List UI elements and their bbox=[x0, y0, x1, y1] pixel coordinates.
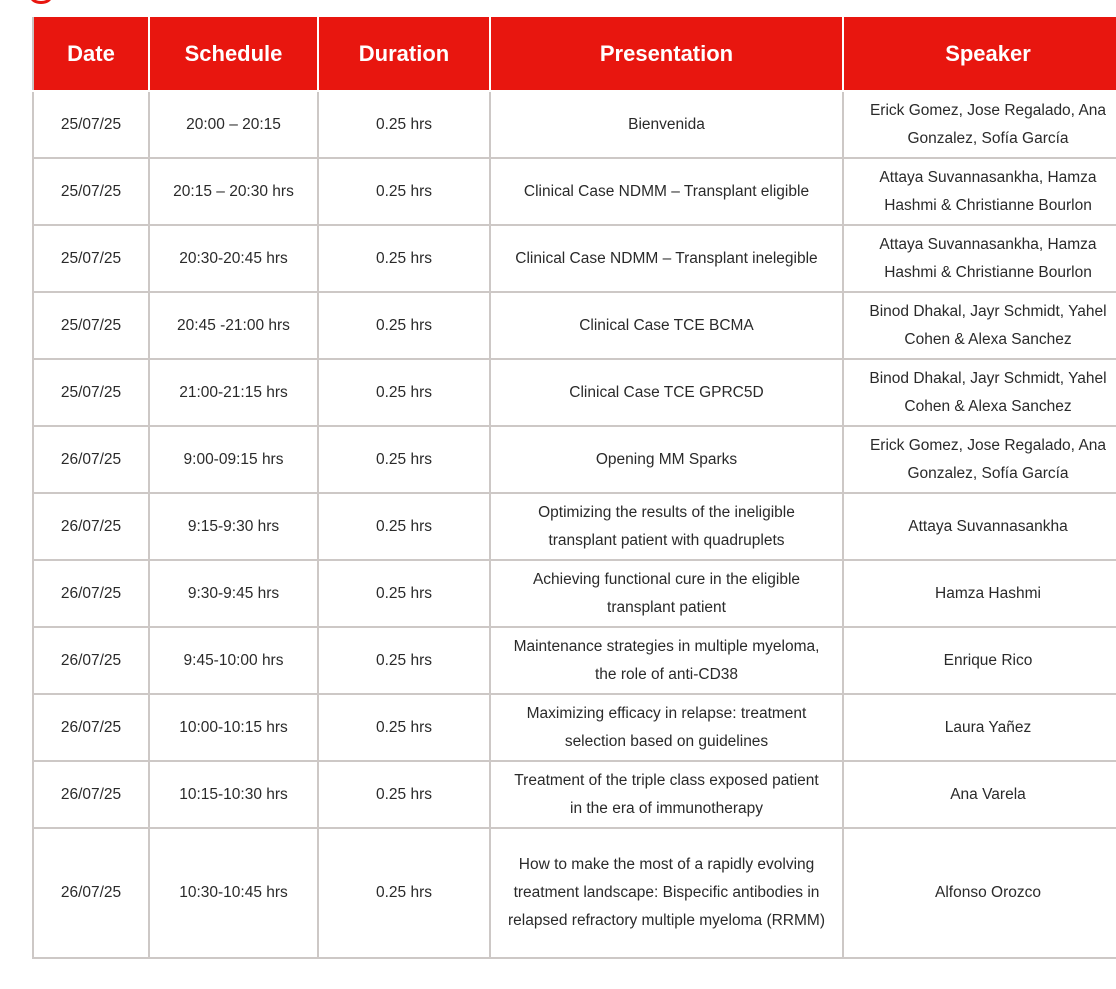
date-text: 26/07/25 bbox=[60, 718, 122, 736]
cell-duration bbox=[318, 292, 490, 359]
speaker-text: Erick Gomez, Jose Regalado, Ana Gonzalez, Sofía García bbox=[869, 101, 1107, 147]
cell-schedule bbox=[149, 694, 318, 761]
presentation-text: How to make the most of a rapidly evolving treatment landscape: Bispecific antibodies in relapsed refractory multiple myeloma (RRMM) bbox=[508, 856, 825, 929]
presentation-text: Clinical Case NDMM – Transplant inelegible bbox=[515, 249, 818, 267]
cell-presentation bbox=[490, 560, 843, 627]
duration-text: 0.25 hrs bbox=[375, 584, 432, 602]
cell-presentation bbox=[490, 493, 843, 560]
date-text: 25/07/25 bbox=[60, 249, 122, 267]
header-row bbox=[33, 16, 1116, 91]
cell-speaker bbox=[843, 694, 1116, 761]
cell-date bbox=[33, 828, 149, 958]
speaker-text: Binod Dhakal, Jayr Schmidt, Yahel Cohen & Alexa Sanchez bbox=[869, 302, 1107, 348]
speaker-text: Erick Gomez, Jose Regalado, Ana Gonzalez, Sofía García bbox=[869, 436, 1107, 482]
date-text: 25/07/25 bbox=[60, 115, 122, 133]
cell-schedule bbox=[149, 359, 318, 426]
date-text: 25/07/25 bbox=[60, 383, 122, 401]
cell-duration bbox=[318, 493, 490, 560]
cell-schedule bbox=[149, 560, 318, 627]
presentation-text: Optimizing the results of the ineligible transplant patient with quadruplets bbox=[538, 503, 795, 549]
presentation-text: Maximizing efficacy in relapse: treatment selection based on guidelines bbox=[526, 704, 807, 750]
cell-speaker bbox=[843, 828, 1116, 958]
schedule-text: 10:15-10:30 hrs bbox=[179, 785, 288, 803]
table-row bbox=[33, 359, 1116, 426]
cell-schedule bbox=[149, 493, 318, 560]
cell-date bbox=[33, 694, 149, 761]
presentation-text: Maintenance strategies in multiple myeloma, the role of anti-CD38 bbox=[513, 637, 820, 683]
cell-schedule bbox=[149, 158, 318, 225]
speaker-text: Attaya Suvannasankha bbox=[908, 517, 1068, 535]
cell-date bbox=[33, 560, 149, 627]
cell-duration bbox=[318, 158, 490, 225]
table-row bbox=[33, 91, 1116, 158]
cell-schedule bbox=[149, 225, 318, 292]
table-row bbox=[33, 225, 1116, 292]
schedule-text: 20:00 – 20:15 bbox=[186, 115, 281, 133]
presentation-text: Clinical Case NDMM – Transplant eligible bbox=[523, 182, 810, 200]
presentation-text: Clinical Case TCE BCMA bbox=[579, 316, 754, 334]
schedule-text: 20:45 -21:00 hrs bbox=[177, 316, 290, 334]
date-text: 25/07/25 bbox=[60, 316, 122, 334]
cell-duration bbox=[318, 359, 490, 426]
speaker-text: Attaya Suvannasankha, Hamza Hashmi & Christianne Bourlon bbox=[879, 168, 1097, 214]
presentation-text: Bienvenida bbox=[628, 115, 705, 133]
duration-text: 0.25 hrs bbox=[375, 651, 432, 669]
duration-text: 0.25 hrs bbox=[375, 884, 432, 901]
top-accent-mark bbox=[30, 0, 52, 4]
speaker-text: Hamza Hashmi bbox=[935, 584, 1041, 602]
cell-presentation bbox=[490, 426, 843, 493]
cell-speaker bbox=[843, 158, 1116, 225]
date-text: 26/07/25 bbox=[60, 651, 122, 669]
header-duration: Duration bbox=[318, 16, 490, 91]
table-row bbox=[33, 560, 1116, 627]
header-date: Date bbox=[33, 16, 149, 91]
cell-presentation bbox=[490, 828, 843, 958]
date-text: 25/07/25 bbox=[60, 182, 122, 200]
duration-text: 0.25 hrs bbox=[375, 182, 432, 200]
cell-schedule bbox=[149, 91, 318, 158]
table-row bbox=[33, 426, 1116, 493]
schedule-text: 9:30-9:45 hrs bbox=[187, 584, 280, 602]
schedule-text: 9:15-9:30 hrs bbox=[187, 517, 280, 535]
table-row bbox=[33, 694, 1116, 761]
cell-speaker bbox=[843, 359, 1116, 426]
presentation-text: Treatment of the triple class exposed patient in the era of immunotherapy bbox=[514, 771, 819, 817]
cell-date bbox=[33, 627, 149, 694]
schedule-text: 20:15 – 20:30 hrs bbox=[173, 182, 294, 200]
cell-duration bbox=[318, 761, 490, 828]
duration-text: 0.25 hrs bbox=[375, 383, 432, 401]
duration-text: 0.25 hrs bbox=[375, 517, 432, 535]
cell-duration bbox=[318, 91, 490, 158]
duration-text: 0.25 hrs bbox=[375, 249, 432, 267]
cell-presentation bbox=[490, 225, 843, 292]
schedule-text: 20:30-20:45 hrs bbox=[179, 249, 288, 267]
cell-speaker bbox=[843, 560, 1116, 627]
cell-date bbox=[33, 426, 149, 493]
schedule-text: 21:00-21:15 hrs bbox=[179, 383, 288, 401]
cell-date bbox=[33, 91, 149, 158]
presentation-text: Opening MM Sparks bbox=[595, 450, 738, 468]
table-row bbox=[33, 761, 1116, 828]
cell-presentation bbox=[490, 359, 843, 426]
date-text: 26/07/25 bbox=[60, 785, 122, 803]
cell-duration bbox=[318, 560, 490, 627]
cell-date bbox=[33, 761, 149, 828]
date-text: 26/07/25 bbox=[60, 584, 122, 602]
presentation-text: Clinical Case TCE GPRC5D bbox=[569, 383, 764, 401]
date-text: 26/07/25 bbox=[60, 884, 122, 901]
cell-presentation bbox=[490, 91, 843, 158]
cell-schedule bbox=[149, 292, 318, 359]
cell-duration bbox=[318, 225, 490, 292]
duration-text: 0.25 hrs bbox=[375, 785, 432, 803]
presentation-text: Achieving functional cure in the eligible transplant patient bbox=[532, 570, 801, 616]
schedule-text: 10:30-10:45 hrs bbox=[179, 884, 288, 901]
schedule-text: 9:45-10:00 hrs bbox=[183, 651, 284, 669]
schedule-table bbox=[32, 15, 1116, 959]
header-schedule: Schedule bbox=[149, 16, 318, 91]
table-row bbox=[33, 158, 1116, 225]
table-row bbox=[33, 627, 1116, 694]
cell-schedule bbox=[149, 828, 318, 958]
schedule-text: 9:00-09:15 hrs bbox=[183, 450, 284, 468]
cell-speaker bbox=[843, 225, 1116, 292]
header-speaker: Speaker bbox=[843, 16, 1116, 91]
cell-presentation bbox=[490, 292, 843, 359]
speaker-text: Alfonso Orozco bbox=[935, 884, 1041, 901]
table-row bbox=[33, 292, 1116, 359]
speaker-text: Binod Dhakal, Jayr Schmidt, Yahel Cohen & Alexa Sanchez bbox=[869, 369, 1107, 415]
duration-text: 0.25 hrs bbox=[375, 316, 432, 334]
duration-text: 0.25 hrs bbox=[375, 115, 432, 133]
cell-date bbox=[33, 158, 149, 225]
cell-date bbox=[33, 292, 149, 359]
cell-presentation bbox=[490, 761, 843, 828]
cell-schedule bbox=[149, 426, 318, 493]
cell-speaker bbox=[843, 627, 1116, 694]
speaker-text: Laura Yañez bbox=[944, 718, 1032, 736]
cell-presentation bbox=[490, 627, 843, 694]
schedule-text: 10:00-10:15 hrs bbox=[179, 718, 288, 736]
speaker-text: Ana Varela bbox=[950, 785, 1026, 803]
speaker-text: Attaya Suvannasankha, Hamza Hashmi & Christianne Bourlon bbox=[879, 235, 1097, 281]
date-text: 26/07/25 bbox=[60, 450, 122, 468]
cell-duration bbox=[318, 426, 490, 493]
date-text: 26/07/25 bbox=[60, 517, 122, 535]
cell-presentation bbox=[490, 694, 843, 761]
table-row bbox=[33, 493, 1116, 560]
cell-presentation bbox=[490, 158, 843, 225]
cell-duration bbox=[318, 627, 490, 694]
cell-speaker bbox=[843, 426, 1116, 493]
cell-duration bbox=[318, 694, 490, 761]
cell-speaker bbox=[843, 493, 1116, 560]
duration-text: 0.25 hrs bbox=[375, 718, 432, 736]
cell-speaker bbox=[843, 761, 1116, 828]
table-body bbox=[33, 91, 1116, 958]
duration-text: 0.25 hrs bbox=[375, 450, 432, 468]
table-row bbox=[33, 828, 1116, 958]
cell-speaker bbox=[843, 292, 1116, 359]
cell-duration bbox=[318, 828, 490, 958]
cell-speaker bbox=[843, 91, 1116, 158]
cell-date bbox=[33, 359, 149, 426]
header-presentation: Presentation bbox=[490, 16, 843, 91]
cell-date bbox=[33, 493, 149, 560]
cell-schedule bbox=[149, 627, 318, 694]
speaker-text: Enrique Rico bbox=[943, 651, 1033, 669]
cell-schedule bbox=[149, 761, 318, 828]
cell-date bbox=[33, 225, 149, 292]
